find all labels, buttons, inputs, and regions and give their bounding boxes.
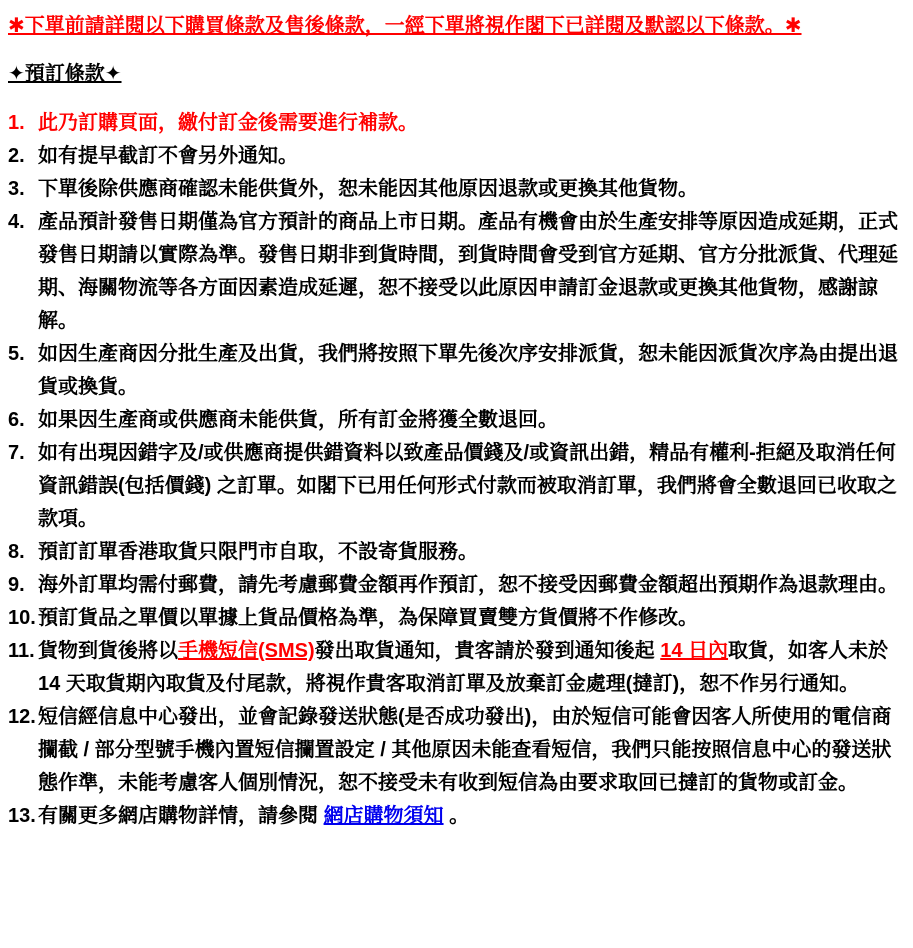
- term-segment: 如有提早截訂不會另外通知。: [38, 145, 298, 167]
- term-text: [38, 338, 901, 404]
- term-segment: 短信經信息中心發出，並會記錄發送狀態(是否成功發出)，由於短信可能會因客人所使用的電信商攔截 / 部分型號手機內置短信攔置設定 / 其他原因未能查看短信，我們只能按照信息中心的發送狀態作準，未能考慮客人個別情況，恕不接受未有收到短信為由要求取回已撻訂的貨物或訂金。: [38, 706, 892, 794]
- term-item-8: [8, 536, 901, 569]
- term-text: [38, 107, 901, 140]
- term-number: 11.: [8, 640, 35, 662]
- term-item-2: [8, 140, 901, 173]
- term-text: [38, 404, 901, 437]
- term-text: [38, 800, 901, 833]
- term-segment: 下單後除供應商確認未能供貨外，恕未能因其他原因退款或更換其他貨物。: [38, 178, 698, 200]
- term-number: 13.: [8, 805, 36, 827]
- term-text: [38, 635, 901, 701]
- term-number: 10.: [8, 607, 36, 629]
- term-segment: 取貨，如客人未於 14 天取貨期內取貨及付尾款，將視作貴客取消訂單及放棄訂金處理(撻訂)，恕不作另行通知。: [38, 640, 889, 695]
- section-title-preorder-terms: ✦預訂條款✦: [8, 63, 122, 85]
- term-item-1: [8, 107, 901, 140]
- terms-list: [8, 107, 901, 833]
- term-text: [38, 437, 901, 536]
- term-number: 12.: [8, 706, 36, 728]
- term-item-13: [8, 800, 901, 833]
- term-highlight: 14 日內: [660, 640, 729, 662]
- term-text: [38, 140, 901, 173]
- term-number: 8.: [8, 541, 25, 563]
- term-number: 3.: [8, 178, 25, 200]
- term-segment: 如有出現因錯字及/或供應商提供錯資料以致產品價錢及/或資訊出錯，精品有權利-拒絕及取消任何資訊錯誤(包括價錢) 之訂單。如閣下已用任何形式付款而被取消訂單，我們將會全數退回已收取之款項。: [38, 442, 897, 530]
- term-item-6: [8, 404, 901, 437]
- term-number: 1.: [8, 112, 25, 134]
- term-item-12: [8, 701, 901, 800]
- term-item-7: [8, 437, 901, 536]
- term-item-9: [8, 569, 901, 602]
- term-segment: 有關更多網店購物詳情，請參閱: [38, 805, 324, 827]
- shop-notice-link[interactable]: 網店購物須知: [323, 805, 444, 827]
- term-segment: 預訂貨品之單價以單據上貨品價格為準，為保障買賣雙方貨價將不作修改。: [38, 607, 698, 629]
- term-text: [38, 173, 901, 206]
- purchase-warning-banner: ✱下單前請詳閱以下購買條款及售後條款，一經下單將視作閣下已詳閱及默認以下條款。✱: [8, 15, 802, 37]
- term-segment: 發出取貨通知，貴客請於發到通知後起: [314, 640, 661, 662]
- term-item-11: [8, 635, 901, 701]
- term-segment: 預訂訂單香港取貨只限門市自取，不設寄貨服務。: [38, 541, 478, 563]
- term-text: [38, 569, 901, 602]
- term-segment: 海外訂單均需付郵費，請先考慮郵費金額再作預訂，恕不接受因郵費金額超出預期作為退款理由。: [38, 574, 898, 596]
- term-item-4: [8, 206, 901, 338]
- term-segment: 貨物到貨後將以: [38, 640, 178, 662]
- term-segment: 。: [443, 805, 470, 827]
- term-item-10: [8, 602, 901, 635]
- term-text: [38, 701, 901, 800]
- term-number: 2.: [8, 145, 25, 167]
- term-segment: 如果因生產商或供應商未能供貨，所有訂金將獲全數退回。: [38, 409, 558, 431]
- term-number: 5.: [8, 343, 25, 365]
- term-number: 4.: [8, 211, 25, 233]
- term-text: [38, 602, 901, 635]
- term-highlight: 手機短信(SMS): [178, 640, 315, 662]
- term-segment: 如因生產商因分批生產及出貨，我們將按照下單先後次序安排派貨，恕未能因派貨次序為由提出退貨或換貨。: [38, 343, 898, 398]
- term-number: 6.: [8, 409, 25, 431]
- term-segment: 此乃訂購頁面，繳付訂金後需要進行補款。: [38, 112, 418, 134]
- term-text: [38, 206, 901, 338]
- term-item-3: [8, 173, 901, 206]
- term-item-5: [8, 338, 901, 404]
- term-number: 9.: [8, 574, 25, 596]
- term-segment: 產品預計發售日期僅為官方預計的商品上市日期。產品有機會由於生產安排等原因造成延期，正式發售日期請以實際為準。發售日期非到貨時間，到貨時間會受到官方延期、官方分批派貨、代理延期、海關物流等各方面因素造成延遲，恕不接受以此原因申請訂金退款或更換其他貨物，感謝諒解。: [38, 211, 898, 332]
- term-text: [38, 536, 901, 569]
- term-number: 7.: [8, 442, 25, 464]
